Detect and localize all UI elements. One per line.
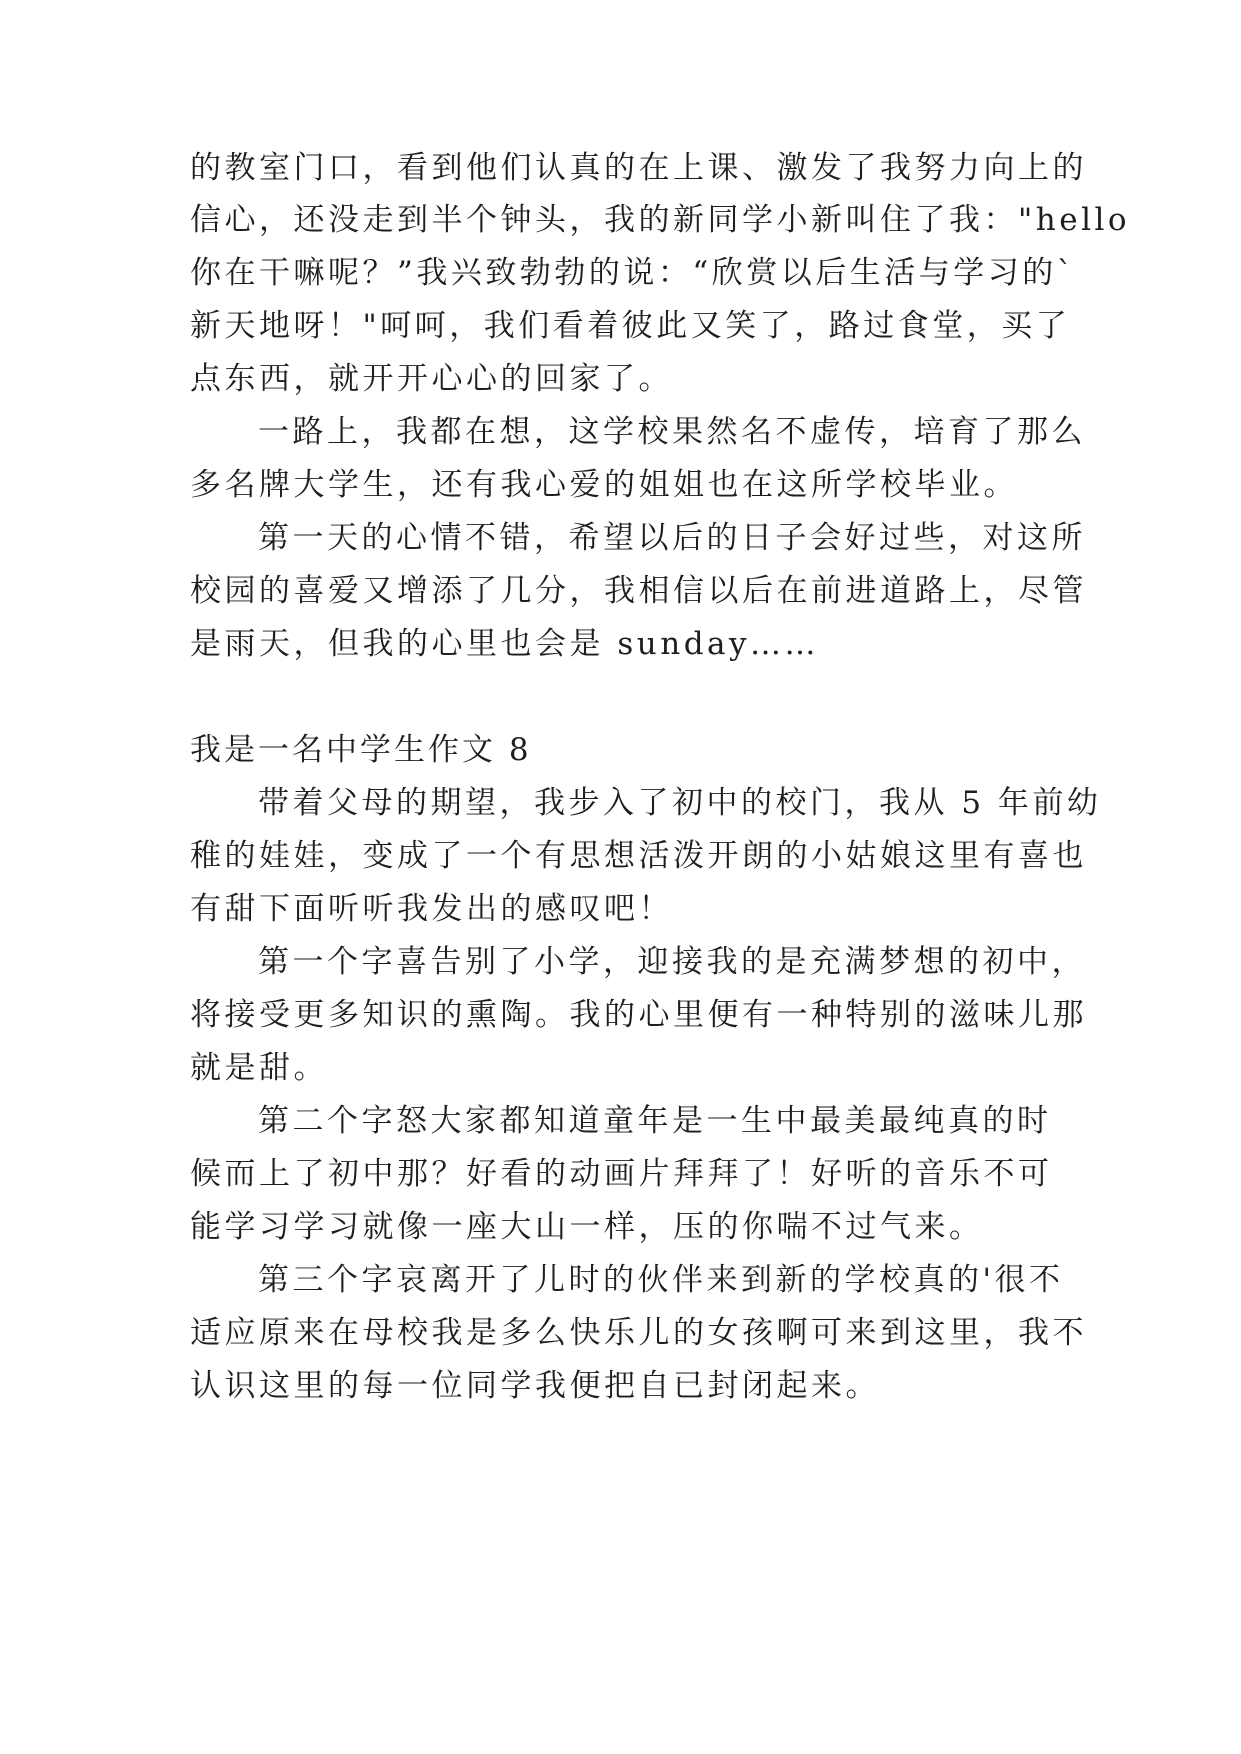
text-line: 信心，还没走到半个钟头，我的新同学小新叫住了我："hello <box>190 202 1131 238</box>
text-line: 候而上了初中那？好看的动画片拜拜了！好听的音乐不可 <box>190 1156 1053 1192</box>
text-line: 第一天的心情不错，希望以后的日子会好过些，对这所 <box>258 520 1086 556</box>
text-line: 多名牌大学生，还有我心爱的姐姐也在这所学校毕业。 <box>190 467 1018 503</box>
text-line: 将接受更多知识的熏陶。我的心里便有一种特别的滋味儿那 <box>190 997 1087 1033</box>
text-line: 稚的娃娃，变成了一个有思想活泼开朗的小姑娘这里有喜也 <box>190 838 1087 874</box>
section-heading: 我是一名中学生作文 8 <box>190 732 532 768</box>
text-line: 第二个字怒大家都知道童年是一生中最美最纯真的时 <box>258 1103 1052 1139</box>
text-line: 点东西，就开开心心的回家了。 <box>190 361 673 397</box>
text-line: 有甜下面听听我发出的感叹吧！ <box>190 891 673 927</box>
text-line: 就是甜。 <box>190 1050 328 1086</box>
text-line: 能学习学习就像一座大山一样，压的你喘不过气来。 <box>190 1209 984 1245</box>
text-line: 的教室门口，看到他们认真的在上课、激发了我努力向上的 <box>190 150 1087 186</box>
text-line: 认识这里的每一位同学我便把自已封闭起来。 <box>190 1368 880 1404</box>
text-line: 新天地呀！"呵呵，我们看着彼此又笑了，路过食堂，买了 <box>190 308 1071 344</box>
text-line: 第三个字哀离开了儿时的伙伴来到新的学校真的'很不 <box>258 1262 1064 1298</box>
text-line: 是雨天，但我的心里也会是 sunday…… <box>190 626 820 662</box>
text-line: 第一个字喜告别了小学，迎接我的是充满梦想的初中， <box>258 944 1086 980</box>
text-line: 你在干嘛呢？”我兴致勃勃的说：“欣赏以后生活与学习的` <box>190 255 1076 291</box>
text-line: 一路上，我都在想，这学校果然名不虚传，培育了那么 <box>258 414 1086 450</box>
text-line: 带着父母的期望，我步入了初中的校门，我从 5 年前幼 <box>258 785 1102 821</box>
text-line: 适应原来在母校我是多么快乐儿的女孩啊可来到这里，我不 <box>190 1315 1087 1351</box>
text-line: 校园的喜爱又增添了几分，我相信以后在前进道路上，尽管 <box>190 573 1087 609</box>
